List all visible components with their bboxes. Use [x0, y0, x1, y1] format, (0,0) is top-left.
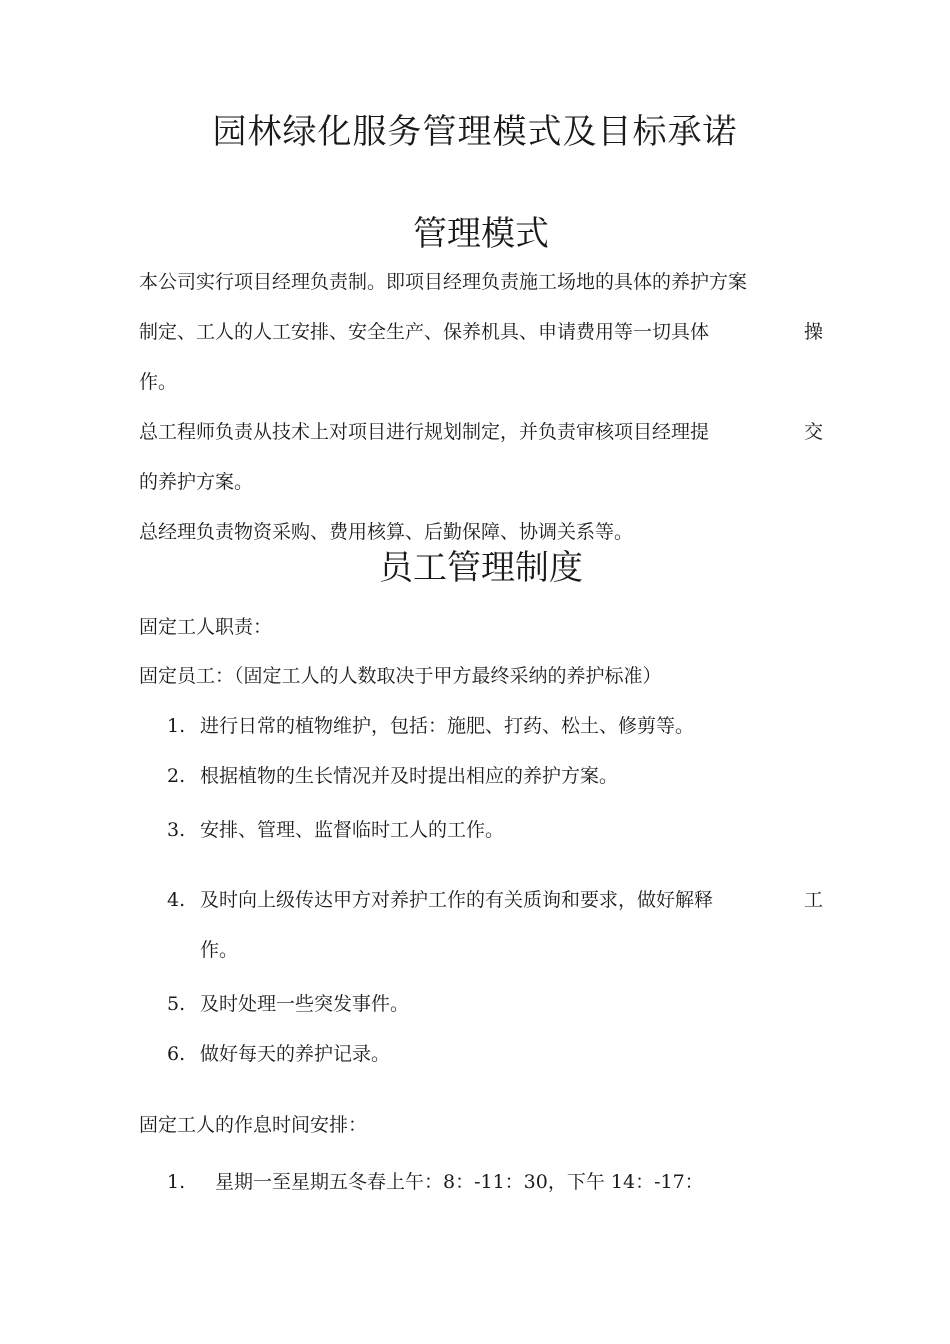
paragraph-line: [139, 318, 823, 346]
list-item-text: 工: [803, 889, 823, 911]
list-number: 1.: [167, 1171, 186, 1193]
list-number: 4.: [167, 889, 186, 911]
list-item: 及时处理一些突发事件。: [200, 993, 410, 1015]
list-item-continuation: 作。: [200, 939, 239, 961]
paragraph-line: 本公司实行项目经理负责制。即项目经理负责施工场地的具体的养护方案: [139, 271, 748, 293]
label-staff: 固定员工：（固定工人的人数取决于甲方最终采纳的养护标准）: [139, 665, 662, 687]
paragraph-line: 作。: [139, 371, 178, 393]
section-heading-management-mode: 管理模式: [413, 214, 549, 254]
paragraph-line: [139, 418, 823, 446]
document-title: 园林绿化服务管理模式及目标承诺: [212, 112, 738, 152]
paragraph-text: 总工程师负责从技术上对项目进行规划制定，并负责审核项目经理提: [139, 421, 710, 443]
list-number: 6.: [167, 1043, 186, 1065]
label-duties: 固定工人职责：: [139, 616, 273, 638]
list-item-text: 及时向上级传达甲方对养护工作的有关质询和要求，做好解释: [200, 889, 714, 911]
list-number: 1.: [167, 715, 186, 737]
paragraph-line: 总经理负责物资采购、费用核算、后勤保障、协调关系等。: [139, 521, 634, 543]
paragraph-line: 的养护方案。: [139, 471, 254, 493]
list-item: 根据植物的生长情况并及时提出相应的养护方案。: [200, 765, 619, 787]
paragraph-text: 操: [803, 321, 823, 343]
paragraph-text: 制定、工人的人工安排、安全生产、保养机具、申请费用等一切具体: [139, 321, 710, 343]
list-item: 进行日常的植物维护，包括：施肥、打药、松土、修剪等。: [200, 715, 695, 737]
section-heading-staff-management: 员工管理制度: [379, 548, 583, 588]
list-item: [200, 886, 823, 914]
list-number: 3.: [167, 819, 186, 841]
list-item: 做好每天的养护记录。: [200, 1043, 391, 1065]
list-item: 星期一至星期五冬春上午：8：-11：30，下午 14：-17：: [215, 1171, 704, 1193]
list-number: 5.: [167, 993, 186, 1015]
paragraph-text: 交: [803, 421, 823, 443]
list-number: 2.: [167, 765, 186, 787]
label-schedule: 固定工人的作息时间安排：: [139, 1114, 368, 1136]
list-item: 安排、管理、监督临时工人的工作。: [200, 819, 505, 841]
